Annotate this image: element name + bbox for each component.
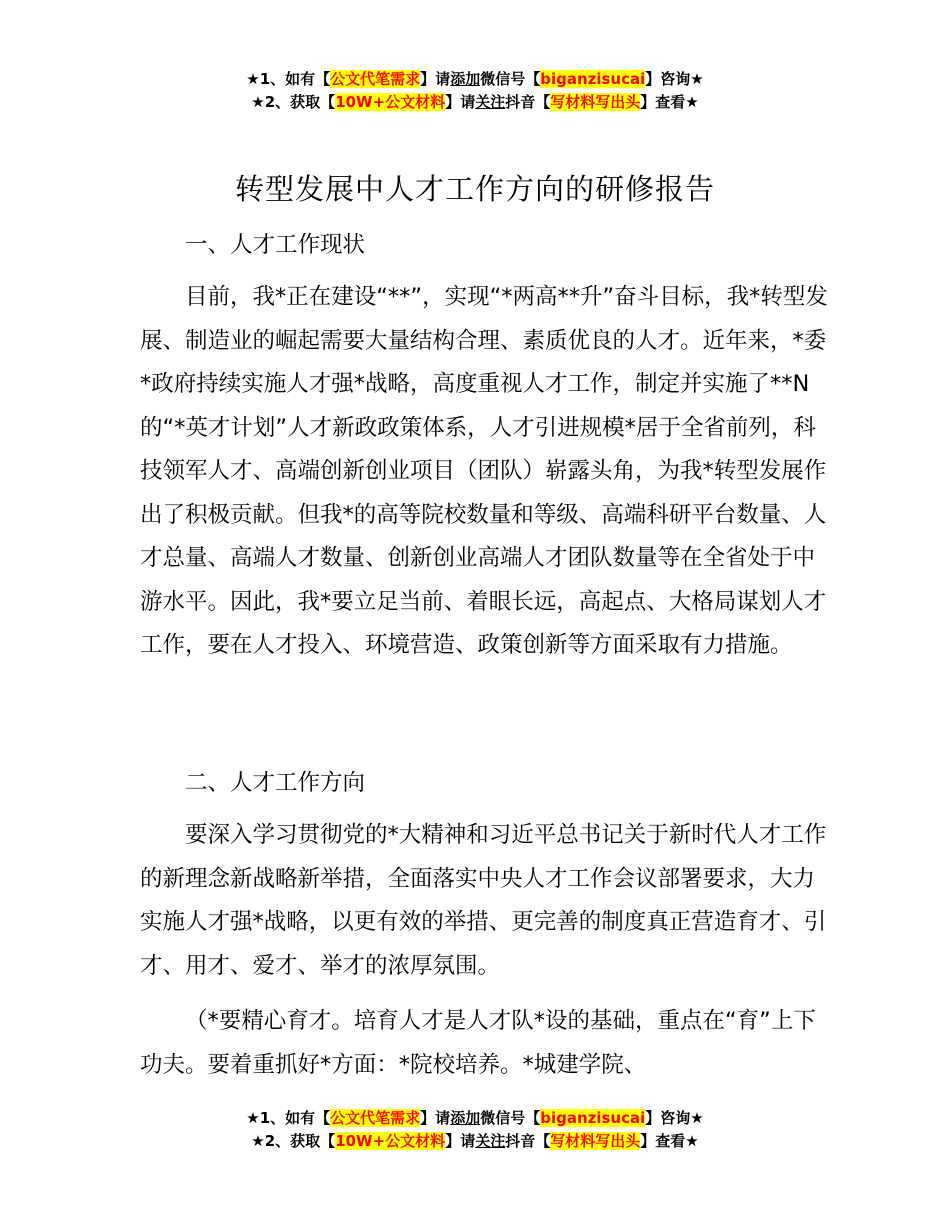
banner-line-2: ★2、获取【10W+公文材料】请关注抖音【写材料写出头】查看★ [251, 93, 699, 111]
highlight-text: 写材料写出头 [550, 93, 641, 111]
section-heading-2: 二、人才工作方向 [185, 770, 366, 796]
highlight-text: 写材料写出头 [550, 1132, 641, 1150]
highlight-text: 公文代笔需求 [330, 70, 421, 88]
paragraph-2: 要深入学习贯彻党的*大精神和习近平总书记关于新时代人才工作的新理念新战略新举措，全面落实中央人才工作会议部署要求，大力实施人才强*战略，以更有效的举措、更完善的制度真正营造育才、引才、用才、爱才、举才的浓厚氛围。 [140, 822, 827, 979]
highlight-text: 公文代笔需求 [330, 1109, 421, 1127]
banner-line-2: ★2、获取【10W+公文材料】请关注抖音【写材料写出头】查看★ [251, 1132, 699, 1150]
highlight-text: biganzisucai [540, 1109, 646, 1127]
footer-banner [0, 1107, 950, 1153]
section-heading-1: 一、人才工作现状 [185, 232, 366, 258]
paragraph-3: （*要精心育才。培育人才是人才队*设的基础，重点在“育”上下功夫。要着重抓好*方面：*院校培养。*城建学院、 [140, 1008, 816, 1078]
paragraph-1: 目前，我*正在建设“**”，实现“*两高**升”奋斗目标，我*转型发展、制造业的崛起需要大量结构合理、素质优良的人才。近年来，*委*政府持续实施人才强*战略，高度重视人才工作，制定并实施了**N的“*英才计划”人才新政政策体系，人才引进规模*居于全省前列，科技领军人才、高端创新创业项目（团队）崭露头角，为我*转型发展作出了积极贡献。但我*的高等院校数量和等级、高端科研平台数量、人才总量、高端人才数量、创新创业高端人才团队数量等在全省处于中游水平。因此，我*要立足当前、着眼长远，高起点、大格局谋划人才工作，要在人才投入、环境营造、政策创新等方面采取有力措施。 [140, 284, 828, 658]
highlight-text: 10W+公文材料 [335, 93, 446, 111]
highlight-text: biganzisucai [540, 70, 646, 88]
document-title: 转型发展中人才工作方向的研修报告 [234, 172, 715, 206]
banner-line-1: ★1、如有【公文代笔需求】请添加微信号【biganzisucai】咨询★ [246, 70, 704, 88]
banner-line-1: ★1、如有【公文代笔需求】请添加微信号【biganzisucai】咨询★ [246, 1109, 704, 1127]
highlight-text: 10W+公文材料 [335, 1132, 446, 1150]
header-banner [0, 68, 950, 114]
